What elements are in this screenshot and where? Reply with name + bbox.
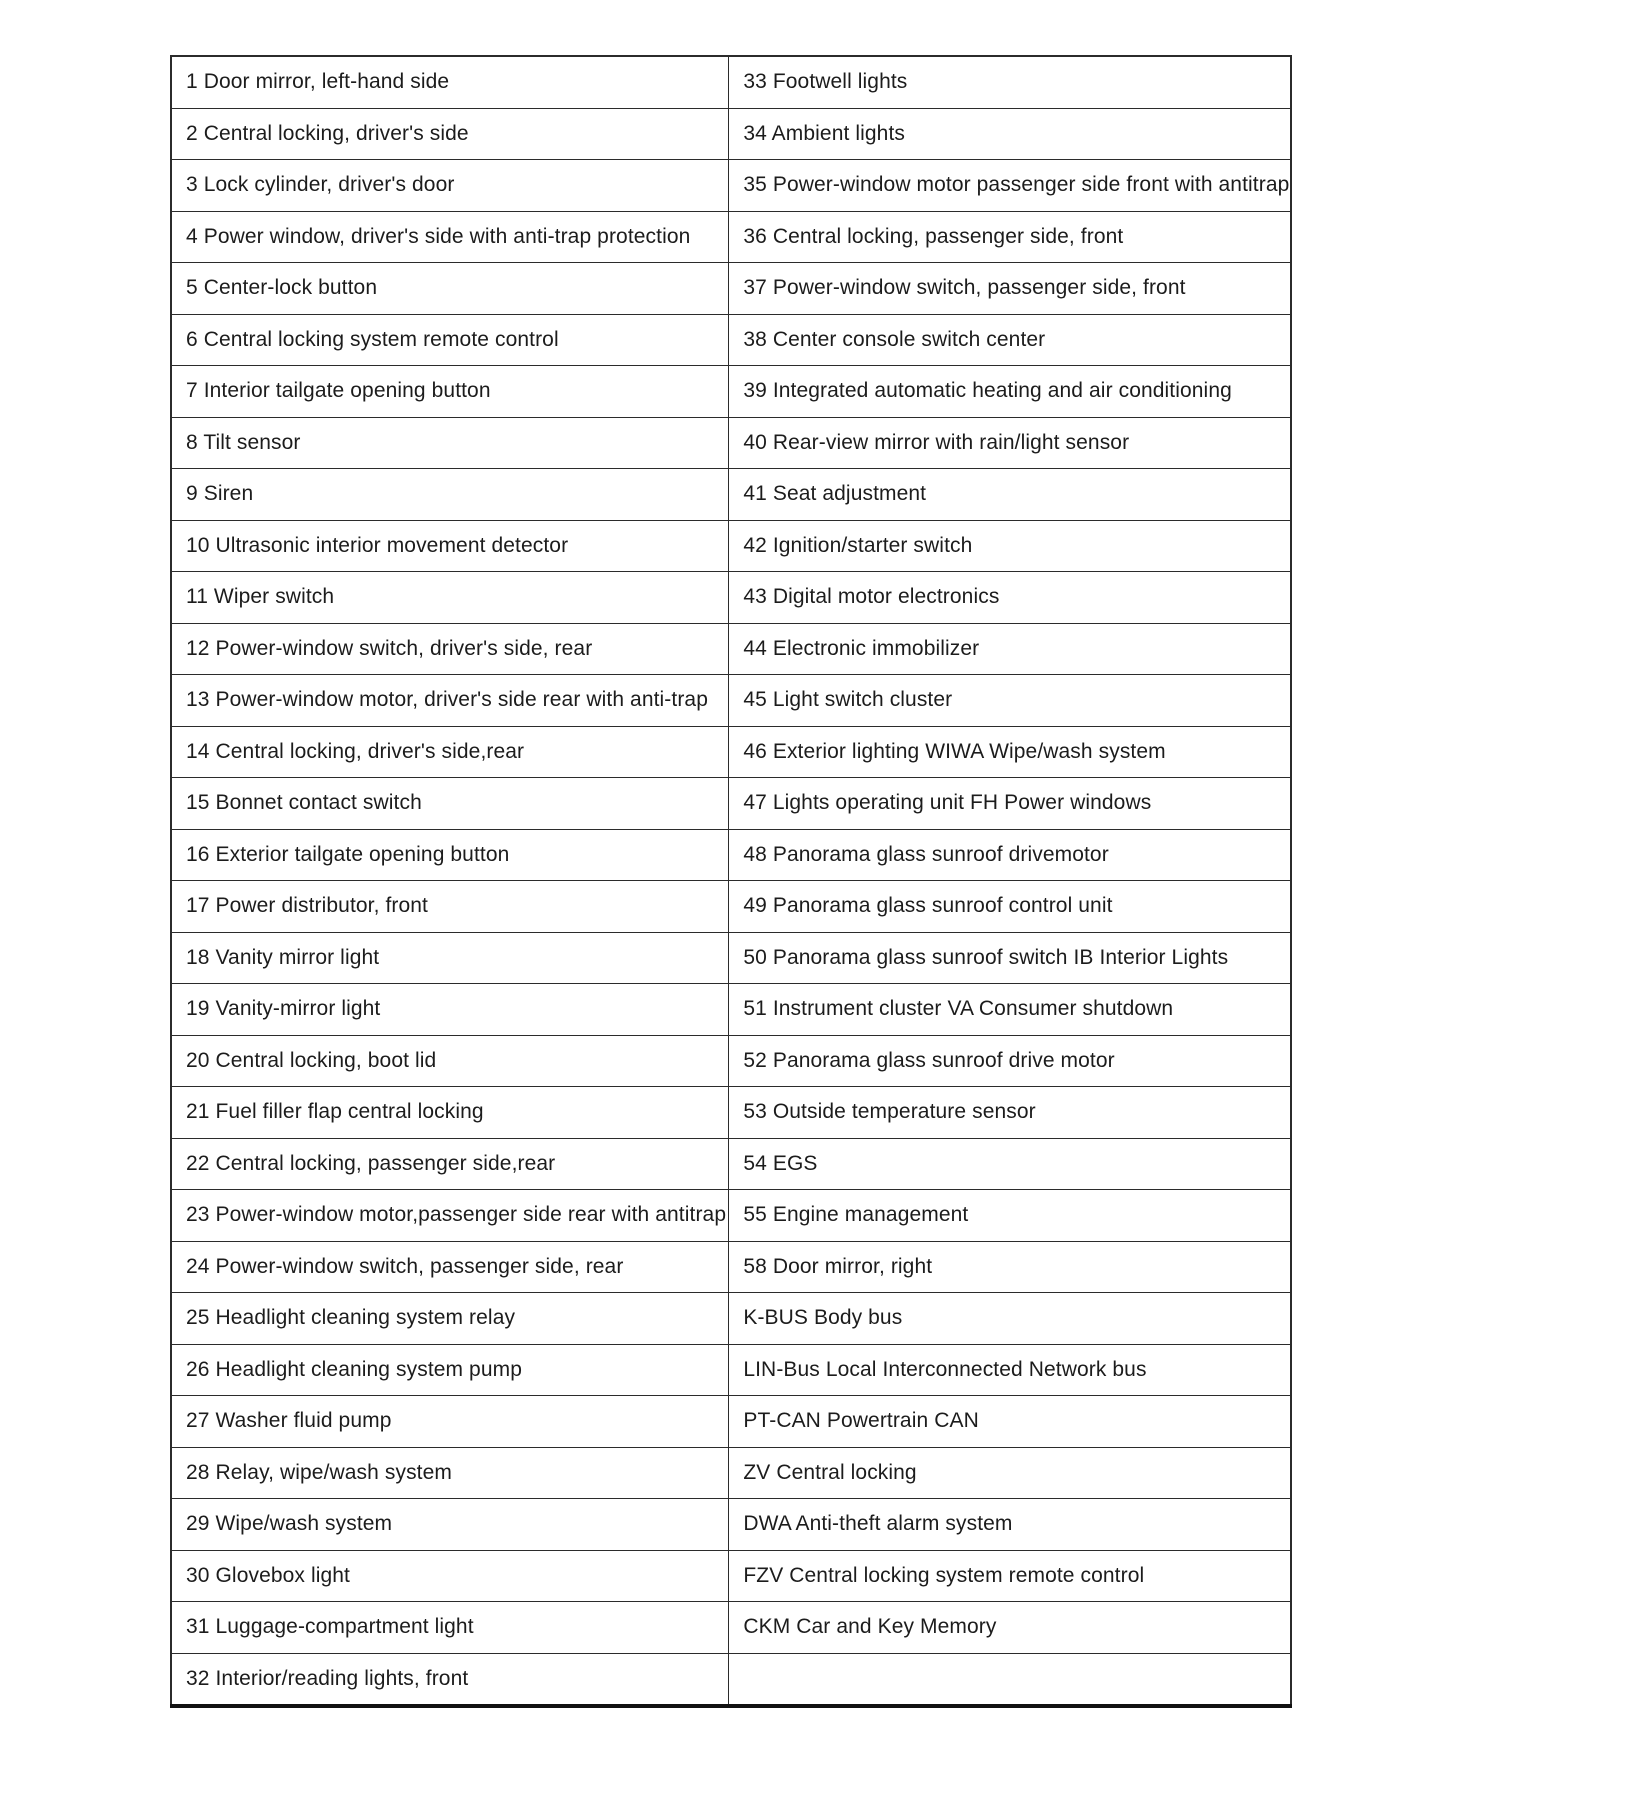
- table-row: [171, 1138, 1291, 1190]
- cell-right: 50 Panorama glass sunroof switch IB Interior Lights: [729, 932, 1291, 984]
- cell-left: 23 Power-window motor,passenger side rear with antitrap: [171, 1190, 729, 1242]
- cell-left: 20 Central locking, boot lid: [171, 1035, 729, 1087]
- table-row: [171, 829, 1291, 881]
- table-row: [171, 572, 1291, 624]
- cell-right: 33 Footwell lights: [729, 56, 1291, 108]
- cell-right: DWA Anti-theft alarm system: [729, 1499, 1291, 1551]
- cell-right: 43 Digital motor electronics: [729, 572, 1291, 624]
- table-row: [171, 726, 1291, 778]
- cell-left: 30 Glovebox light: [171, 1550, 729, 1602]
- cell-left: 29 Wipe/wash system: [171, 1499, 729, 1551]
- cell-right: 35 Power-window motor passenger side front with antitrap: [729, 160, 1291, 212]
- table-row: [171, 469, 1291, 521]
- cell-right: 45 Light switch cluster: [729, 675, 1291, 727]
- table-row: [171, 1550, 1291, 1602]
- cell-right: 37 Power-window switch, passenger side, front: [729, 263, 1291, 315]
- cell-right: PT-CAN Powertrain CAN: [729, 1396, 1291, 1448]
- cell-left: 32 Interior/reading lights, front: [171, 1653, 729, 1706]
- cell-right: 40 Rear-view mirror with rain/light sensor: [729, 417, 1291, 469]
- cell-right: ZV Central locking: [729, 1447, 1291, 1499]
- cell-right: 42 Ignition/starter switch: [729, 520, 1291, 572]
- document-page: [170, 55, 1292, 1708]
- cell-left: 26 Headlight cleaning system pump: [171, 1344, 729, 1396]
- table-row: [171, 1190, 1291, 1242]
- table-row: [171, 1087, 1291, 1139]
- component-legend-table: [170, 55, 1292, 1708]
- table-row: [171, 1396, 1291, 1448]
- cell-left: 31 Luggage-compartment light: [171, 1602, 729, 1654]
- cell-left: 6 Central locking system remote control: [171, 314, 729, 366]
- cell-left: 12 Power-window switch, driver's side, rear: [171, 623, 729, 675]
- cell-left: 16 Exterior tailgate opening button: [171, 829, 729, 881]
- table-row: [171, 263, 1291, 315]
- table-row: [171, 1035, 1291, 1087]
- table-row: [171, 314, 1291, 366]
- table-row: [171, 675, 1291, 727]
- cell-right: 44 Electronic immobilizer: [729, 623, 1291, 675]
- table-row: [171, 1293, 1291, 1345]
- table-row: [171, 366, 1291, 418]
- cell-left: 27 Washer fluid pump: [171, 1396, 729, 1448]
- cell-left: 17 Power distributor, front: [171, 881, 729, 933]
- cell-left: 1 Door mirror, left-hand side: [171, 56, 729, 108]
- cell-right: 36 Central locking, passenger side, front: [729, 211, 1291, 263]
- cell-left: 5 Center-lock button: [171, 263, 729, 315]
- cell-right: FZV Central locking system remote control: [729, 1550, 1291, 1602]
- cell-right: 49 Panorama glass sunroof control unit: [729, 881, 1291, 933]
- table-row: [171, 778, 1291, 830]
- cell-right: 38 Center console switch center: [729, 314, 1291, 366]
- cell-left: 25 Headlight cleaning system relay: [171, 1293, 729, 1345]
- cell-left: 13 Power-window motor, driver's side rear with anti-trap: [171, 675, 729, 727]
- cell-right: LIN-Bus Local Interconnected Network bus: [729, 1344, 1291, 1396]
- table-row: [171, 881, 1291, 933]
- table-row: [171, 417, 1291, 469]
- table-row: [171, 160, 1291, 212]
- table-row: [171, 1241, 1291, 1293]
- table-row: [171, 520, 1291, 572]
- cell-left: 10 Ultrasonic interior movement detector: [171, 520, 729, 572]
- cell-right: 46 Exterior lighting WIWA Wipe/wash system: [729, 726, 1291, 778]
- cell-left: 11 Wiper switch: [171, 572, 729, 624]
- cell-left: 19 Vanity-mirror light: [171, 984, 729, 1036]
- legend-table-body: [171, 56, 1291, 1706]
- cell-left: 14 Central locking, driver's side,rear: [171, 726, 729, 778]
- table-row: [171, 1447, 1291, 1499]
- cell-left: 22 Central locking, passenger side,rear: [171, 1138, 729, 1190]
- cell-right: 55 Engine management: [729, 1190, 1291, 1242]
- table-row: [171, 211, 1291, 263]
- table-row: [171, 984, 1291, 1036]
- table-row: [171, 1344, 1291, 1396]
- cell-right: 34 Ambient lights: [729, 108, 1291, 160]
- cell-right: CKM Car and Key Memory: [729, 1602, 1291, 1654]
- cell-right: 48 Panorama glass sunroof drivemotor: [729, 829, 1291, 881]
- cell-left: 24 Power-window switch, passenger side, rear: [171, 1241, 729, 1293]
- table-row: [171, 932, 1291, 984]
- table-row: [171, 108, 1291, 160]
- cell-right: [729, 1653, 1291, 1706]
- cell-right: 58 Door mirror, right: [729, 1241, 1291, 1293]
- cell-right: 54 EGS: [729, 1138, 1291, 1190]
- table-row: [171, 1653, 1291, 1706]
- cell-left: 8 Tilt sensor: [171, 417, 729, 469]
- cell-left: 9 Siren: [171, 469, 729, 521]
- table-row: [171, 1499, 1291, 1551]
- cell-left: 3 Lock cylinder, driver's door: [171, 160, 729, 212]
- cell-left: 7 Interior tailgate opening button: [171, 366, 729, 418]
- cell-left: 15 Bonnet contact switch: [171, 778, 729, 830]
- cell-right: 51 Instrument cluster VA Consumer shutdown: [729, 984, 1291, 1036]
- cell-left: 4 Power window, driver's side with anti-trap protection: [171, 211, 729, 263]
- cell-right: K-BUS Body bus: [729, 1293, 1291, 1345]
- cell-left: 21 Fuel filler flap central locking: [171, 1087, 729, 1139]
- cell-right: 47 Lights operating unit FH Power windows: [729, 778, 1291, 830]
- cell-left: 2 Central locking, driver's side: [171, 108, 729, 160]
- cell-right: 53 Outside temperature sensor: [729, 1087, 1291, 1139]
- cell-right: 52 Panorama glass sunroof drive motor: [729, 1035, 1291, 1087]
- cell-left: 28 Relay, wipe/wash system: [171, 1447, 729, 1499]
- table-row: [171, 1602, 1291, 1654]
- table-row: [171, 623, 1291, 675]
- cell-right: 39 Integrated automatic heating and air conditioning: [729, 366, 1291, 418]
- table-row: [171, 56, 1291, 108]
- cell-left: 18 Vanity mirror light: [171, 932, 729, 984]
- cell-right: 41 Seat adjustment: [729, 469, 1291, 521]
